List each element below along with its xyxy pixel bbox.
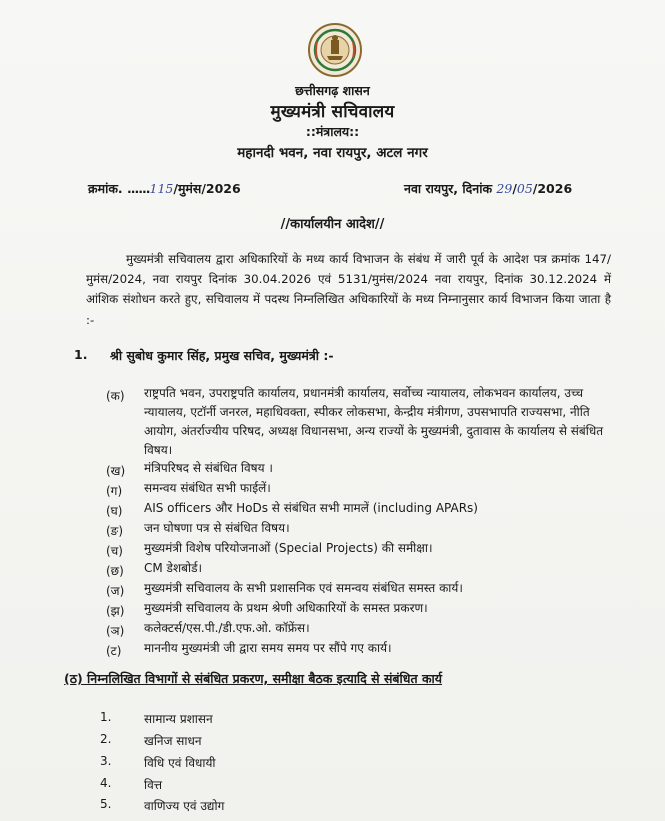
order-place-date: [404, 180, 572, 197]
item-text: AIS officers और HoDs से संबंधित सभी मामलें (including APARs): [144, 501, 478, 515]
office-address: महानदी भवन, नवा रायपुर, अटल नगर: [237, 145, 428, 161]
department-number: 1.: [100, 710, 112, 724]
item-label: (क): [106, 389, 125, 403]
department-name: खनिज साधन: [144, 734, 202, 748]
order-number-suffix: /मुमंस/2026: [173, 181, 241, 196]
item-text: माननीय मुख्यमंत्री जी द्वारा समय समय पर सौंपे गए कार्य।: [144, 641, 392, 655]
department-name: वित्त: [144, 778, 163, 792]
item-text: जन घोषणा पत्र से संबंधित विषय।: [144, 521, 290, 535]
item-label: (च): [106, 544, 123, 558]
intro-paragraph: मुख्यमंत्री सचिवालय द्वारा अधिकारियों के मध्य कार्य विभाजन के संबंध में जारी पूर्व के आदेश पत्र क्रमांक 147/मुमंस/2024, नवा रायपुर दिनांक 30.04.2026 एवं 5131/मुमंस/2024 नवा रायपुर, दिनांक 30.12.2024 में आंशिक संशोधन करते हुए, सचिवालय में पदस्थ निम्नलिखित अधिकारियों के मध्य निम्नानुसार कार्य विभाजन किया जाता है :-: [86, 252, 611, 327]
item-label: (घ): [106, 504, 123, 518]
item-text: राष्ट्रपति भवन, उपराष्ट्रपति कार्यालय, प्रधानमंत्री कार्यालय, सर्वोच्च न्यायालय, लोकभवन कार्यालय, उच्च न्यायालय, एटॉर्नी जनरल, महाधिवक्ता, स्पीकर लोकसभा, केन्द्रीय मंत्रीगण, उपसभापति राज्यसभा, नीति आयोग, अंतर्राज्यीय परिषद, अध्यक्ष विधानसभा, अन्य राज्यों के मुख्यमंत्री, दुतावास के कार्यालय से संबंधित विषय।: [144, 386, 604, 457]
mantralaya-label: ::मंत्रालय::: [305, 124, 360, 139]
department-number: 3.: [100, 754, 112, 768]
item-text: कलेक्टर्स/एस.पी./डी.एफ.ओ. कॉफ्रेंस।: [144, 621, 310, 635]
date-month-handwritten: 05: [516, 181, 533, 196]
item-label: (ङ): [106, 524, 124, 538]
government-name: छत्तीसगढ़ शासन: [295, 83, 370, 98]
order-title: //कार्यालयीन आदेश//: [280, 217, 385, 232]
section2-title: (ठ) निम्नलिखित विभागों से संबंधित प्रकरण, समीक्षा बैठक इत्यादि से संबंधित कार्य: [64, 671, 443, 686]
item-text: मुख्यमंत्री सचिवालय के प्रथम श्रेणी अधिकारियों के समस्त प्रकरण।: [144, 601, 428, 615]
department-name: वाणिज्य एवं उद्योग: [144, 799, 225, 813]
state-emblem: [307, 22, 363, 78]
order-number: [88, 180, 241, 197]
section1-number: 1.: [74, 347, 88, 362]
order-number-dots: ......: [127, 181, 150, 196]
item-label: (ग): [106, 484, 123, 498]
item-text: CM डेशबोर्ड।: [144, 561, 203, 575]
date-day-handwritten: 29: [496, 181, 513, 196]
department-name: सामान्य प्रशासन: [144, 712, 213, 726]
department-number: 2.: [100, 732, 112, 746]
department-name: विधि एवं विधायी: [144, 756, 216, 770]
item-label: (ज): [106, 584, 125, 598]
item-text: मंत्रिपरिषद से संबंधित विषय ।: [144, 461, 273, 475]
item-text: मुख्यमंत्री सचिवालय के सभी प्रशासनिक एवं समन्वय संबंधित समस्त कार्य।: [144, 581, 463, 595]
department-number: 4.: [100, 776, 112, 790]
office-name: मुख्यमंत्री सचिवालय: [270, 102, 395, 122]
order-number-handwritten: 115: [149, 181, 174, 196]
item-label: (छ): [106, 564, 124, 578]
item-text: मुख्यमंत्री विशेष परियोजनाओं (Special Projects) की समीक्षा।: [144, 541, 433, 555]
order-number-prefix: क्रमांक.: [88, 181, 128, 196]
section1-title: श्री सुबोध कुमार सिंह, प्रमुख सचिव, मुख्यमंत्री :-: [110, 348, 334, 363]
item-label: (ख): [106, 464, 126, 478]
item-label: (ट): [106, 644, 122, 658]
item-text: समन्वय संबंधित सभी फाईलें।: [144, 481, 271, 495]
item-label: (ञ): [106, 624, 125, 638]
place-date-prefix: नवा रायपुर, दिनांक: [404, 181, 497, 196]
item-label: (झ): [106, 604, 125, 618]
department-number: 5.: [100, 797, 112, 811]
date-separator: /: [512, 181, 517, 196]
date-year: /2026: [532, 181, 573, 196]
